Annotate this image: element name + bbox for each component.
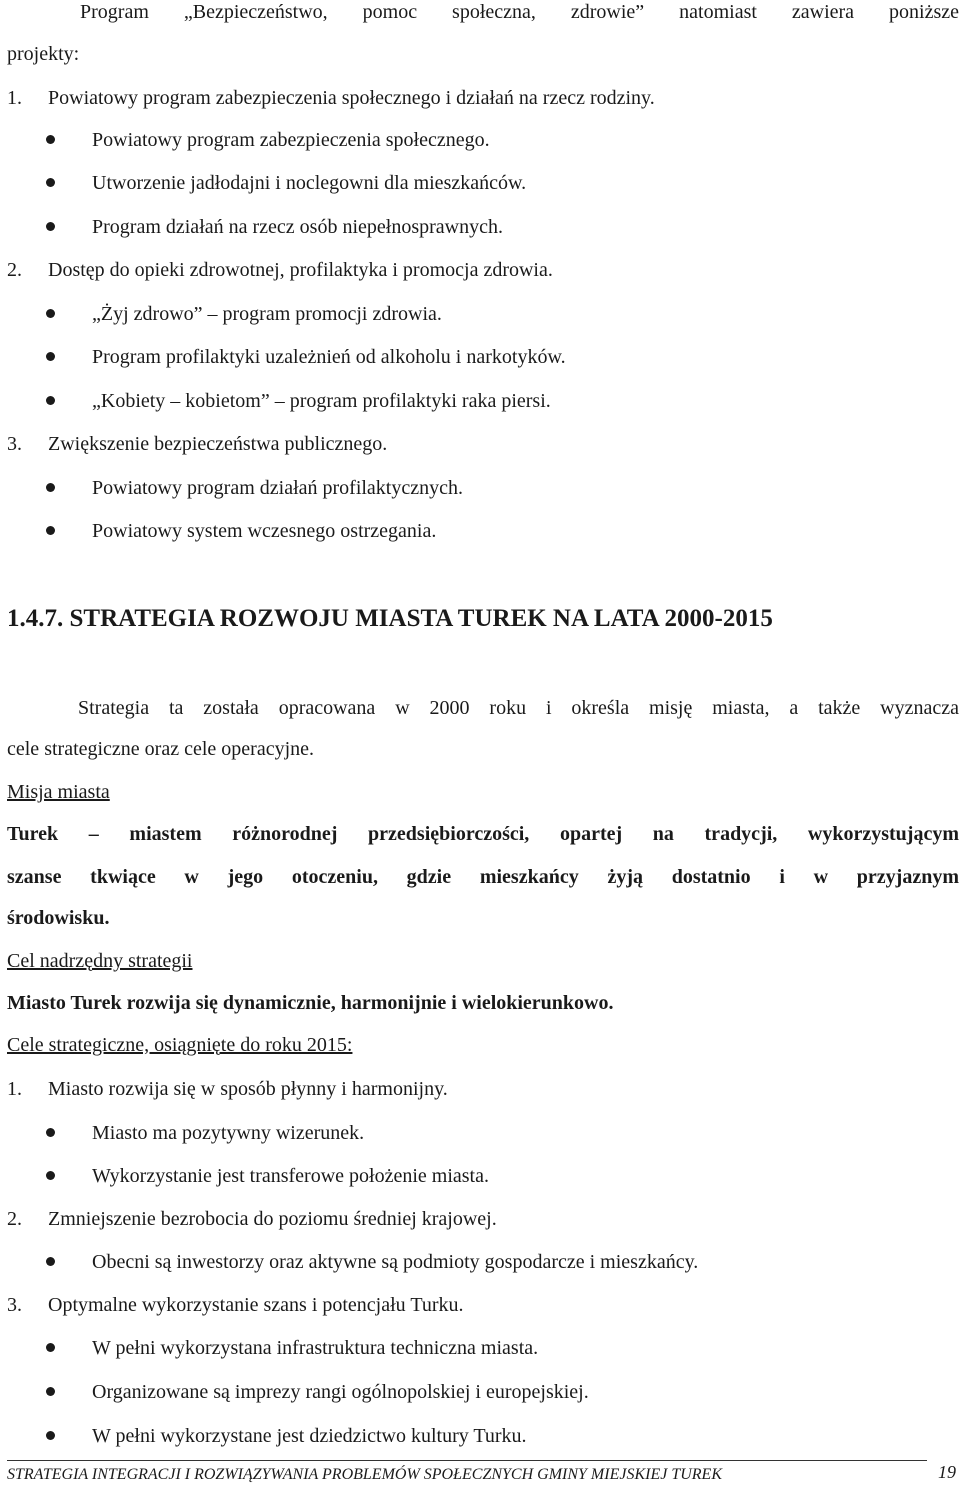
bullet-icon [46, 1257, 55, 1266]
page-number: 19 [938, 1462, 956, 1482]
program-1-item-1: Powiatowy program zabezpieczenia społecznego. [92, 129, 490, 151]
bullet-icon [46, 1128, 55, 1137]
goal-3-number: 3. [7, 1294, 22, 1316]
goal-2-item-1: Obecni są inwestorzy oraz aktywne są podmioty gospodarcze i mieszkańcy. [92, 1251, 699, 1273]
bullet-icon [46, 1343, 55, 1352]
goal-2-number: 2. [7, 1208, 22, 1230]
intro-line-2: projekty: [7, 43, 80, 65]
mission-line-2: szanse tkwiące w jego otoczeniu, gdzie mieszkańcy żyją dostatnio i w przyjaznym [7, 866, 959, 888]
section-heading: 1.4.7. STRATEGIA ROZWOJU MIASTA TUREK NA LATA 2000-2015 [7, 605, 773, 632]
program-3-item-2: Powiatowy system wczesnego ostrzegania. [92, 520, 437, 542]
goal-1-title: Miasto rozwija się w sposób płynny i harmonijny. [48, 1078, 448, 1100]
mission-line-1: Turek – miastem różnorodnej przedsiębiorczości, opartej na tradycji, wykorzystującym [7, 823, 959, 845]
program-2-item-1: „Żyj zdrowo” – program promocji zdrowia. [92, 303, 442, 325]
bullet-icon [46, 309, 55, 318]
goal-3-title: Optymalne wykorzystanie szans i potencjału Turku. [48, 1294, 464, 1316]
program-3-item-1: Powiatowy program działań profilaktycznych. [92, 477, 463, 499]
paragraph-line-2: cele strategiczne oraz cele operacyjne. [7, 738, 315, 760]
bullet-icon [46, 1171, 55, 1180]
mission-line-3: środowisku. [7, 907, 110, 929]
goal-1-item-1: Miasto ma pozytywny wizerunek. [92, 1122, 365, 1144]
intro-line-1: Program „Bezpieczeństwo, pomoc społeczna, zdrowie” natomiast zawiera poniższe [80, 1, 959, 23]
goal-text: Miasto Turek rozwija się dynamicznie, harmonijnie i wielokierunkowo. [7, 992, 614, 1014]
goal-3-item-1: W pełni wykorzystana infrastruktura techniczna miasta. [92, 1337, 539, 1359]
program-1-title: Powiatowy program zabezpieczenia społecznego i działań na rzecz rodziny. [48, 87, 655, 109]
program-2-title: Dostęp do opieki zdrowotnej, profilaktyka i promocja zdrowia. [48, 259, 553, 281]
goal-1-item-2: Wykorzystanie jest transferowe położenie miasta. [92, 1165, 489, 1187]
bullet-icon [46, 483, 55, 492]
goal-3-item-2: Organizowane są imprezy rangi ogólnopolskiej i europejskiej. [92, 1381, 589, 1403]
strategic-goals-label: Cele strategiczne, osiągnięte do roku 2015: [7, 1034, 353, 1056]
program-2-item-3: „Kobiety – kobietom” – program profilaktyki raka piersi. [92, 390, 551, 412]
goal-1-number: 1. [7, 1078, 22, 1100]
bullet-icon [46, 222, 55, 231]
program-2-number: 2. [7, 259, 22, 281]
bullet-icon [46, 178, 55, 187]
footer-divider [7, 1460, 927, 1461]
program-1-item-2: Utworzenie jadłodajni i noclegowni dla mieszkańców. [92, 172, 527, 194]
bullet-icon [46, 135, 55, 144]
program-3-number: 3. [7, 433, 22, 455]
mission-label: Misja miasta [7, 781, 110, 803]
goal-3-item-3: W pełni wykorzystane jest dziedzictwo kultury Turku. [92, 1425, 527, 1447]
bullet-icon [46, 352, 55, 361]
program-3-title: Zwiększenie bezpieczeństwa publicznego. [48, 433, 388, 455]
program-2-item-2: Program profilaktyki uzależnień od alkoholu i narkotyków. [92, 346, 566, 368]
footer-title: STRATEGIA INTEGRACJI I ROZWIĄZYWANIA PROBLEMÓW SPOŁECZNYCH GMINY MIEJSKIEJ TUREK [7, 1466, 722, 1483]
bullet-icon [46, 1431, 55, 1440]
bullet-icon [46, 1387, 55, 1396]
goal-label: Cel nadrzędny strategii [7, 950, 193, 972]
program-1-item-3: Program działań na rzecz osób niepełnosprawnych. [92, 216, 503, 238]
bullet-icon [46, 396, 55, 405]
bullet-icon [46, 526, 55, 535]
paragraph-line-1: Strategia ta została opracowana w 2000 roku i określa misję miasta, a także wyznacza [78, 697, 959, 719]
goal-2-title: Zmniejszenie bezrobocia do poziomu średniej krajowej. [48, 1208, 497, 1230]
program-1-number: 1. [7, 87, 22, 109]
